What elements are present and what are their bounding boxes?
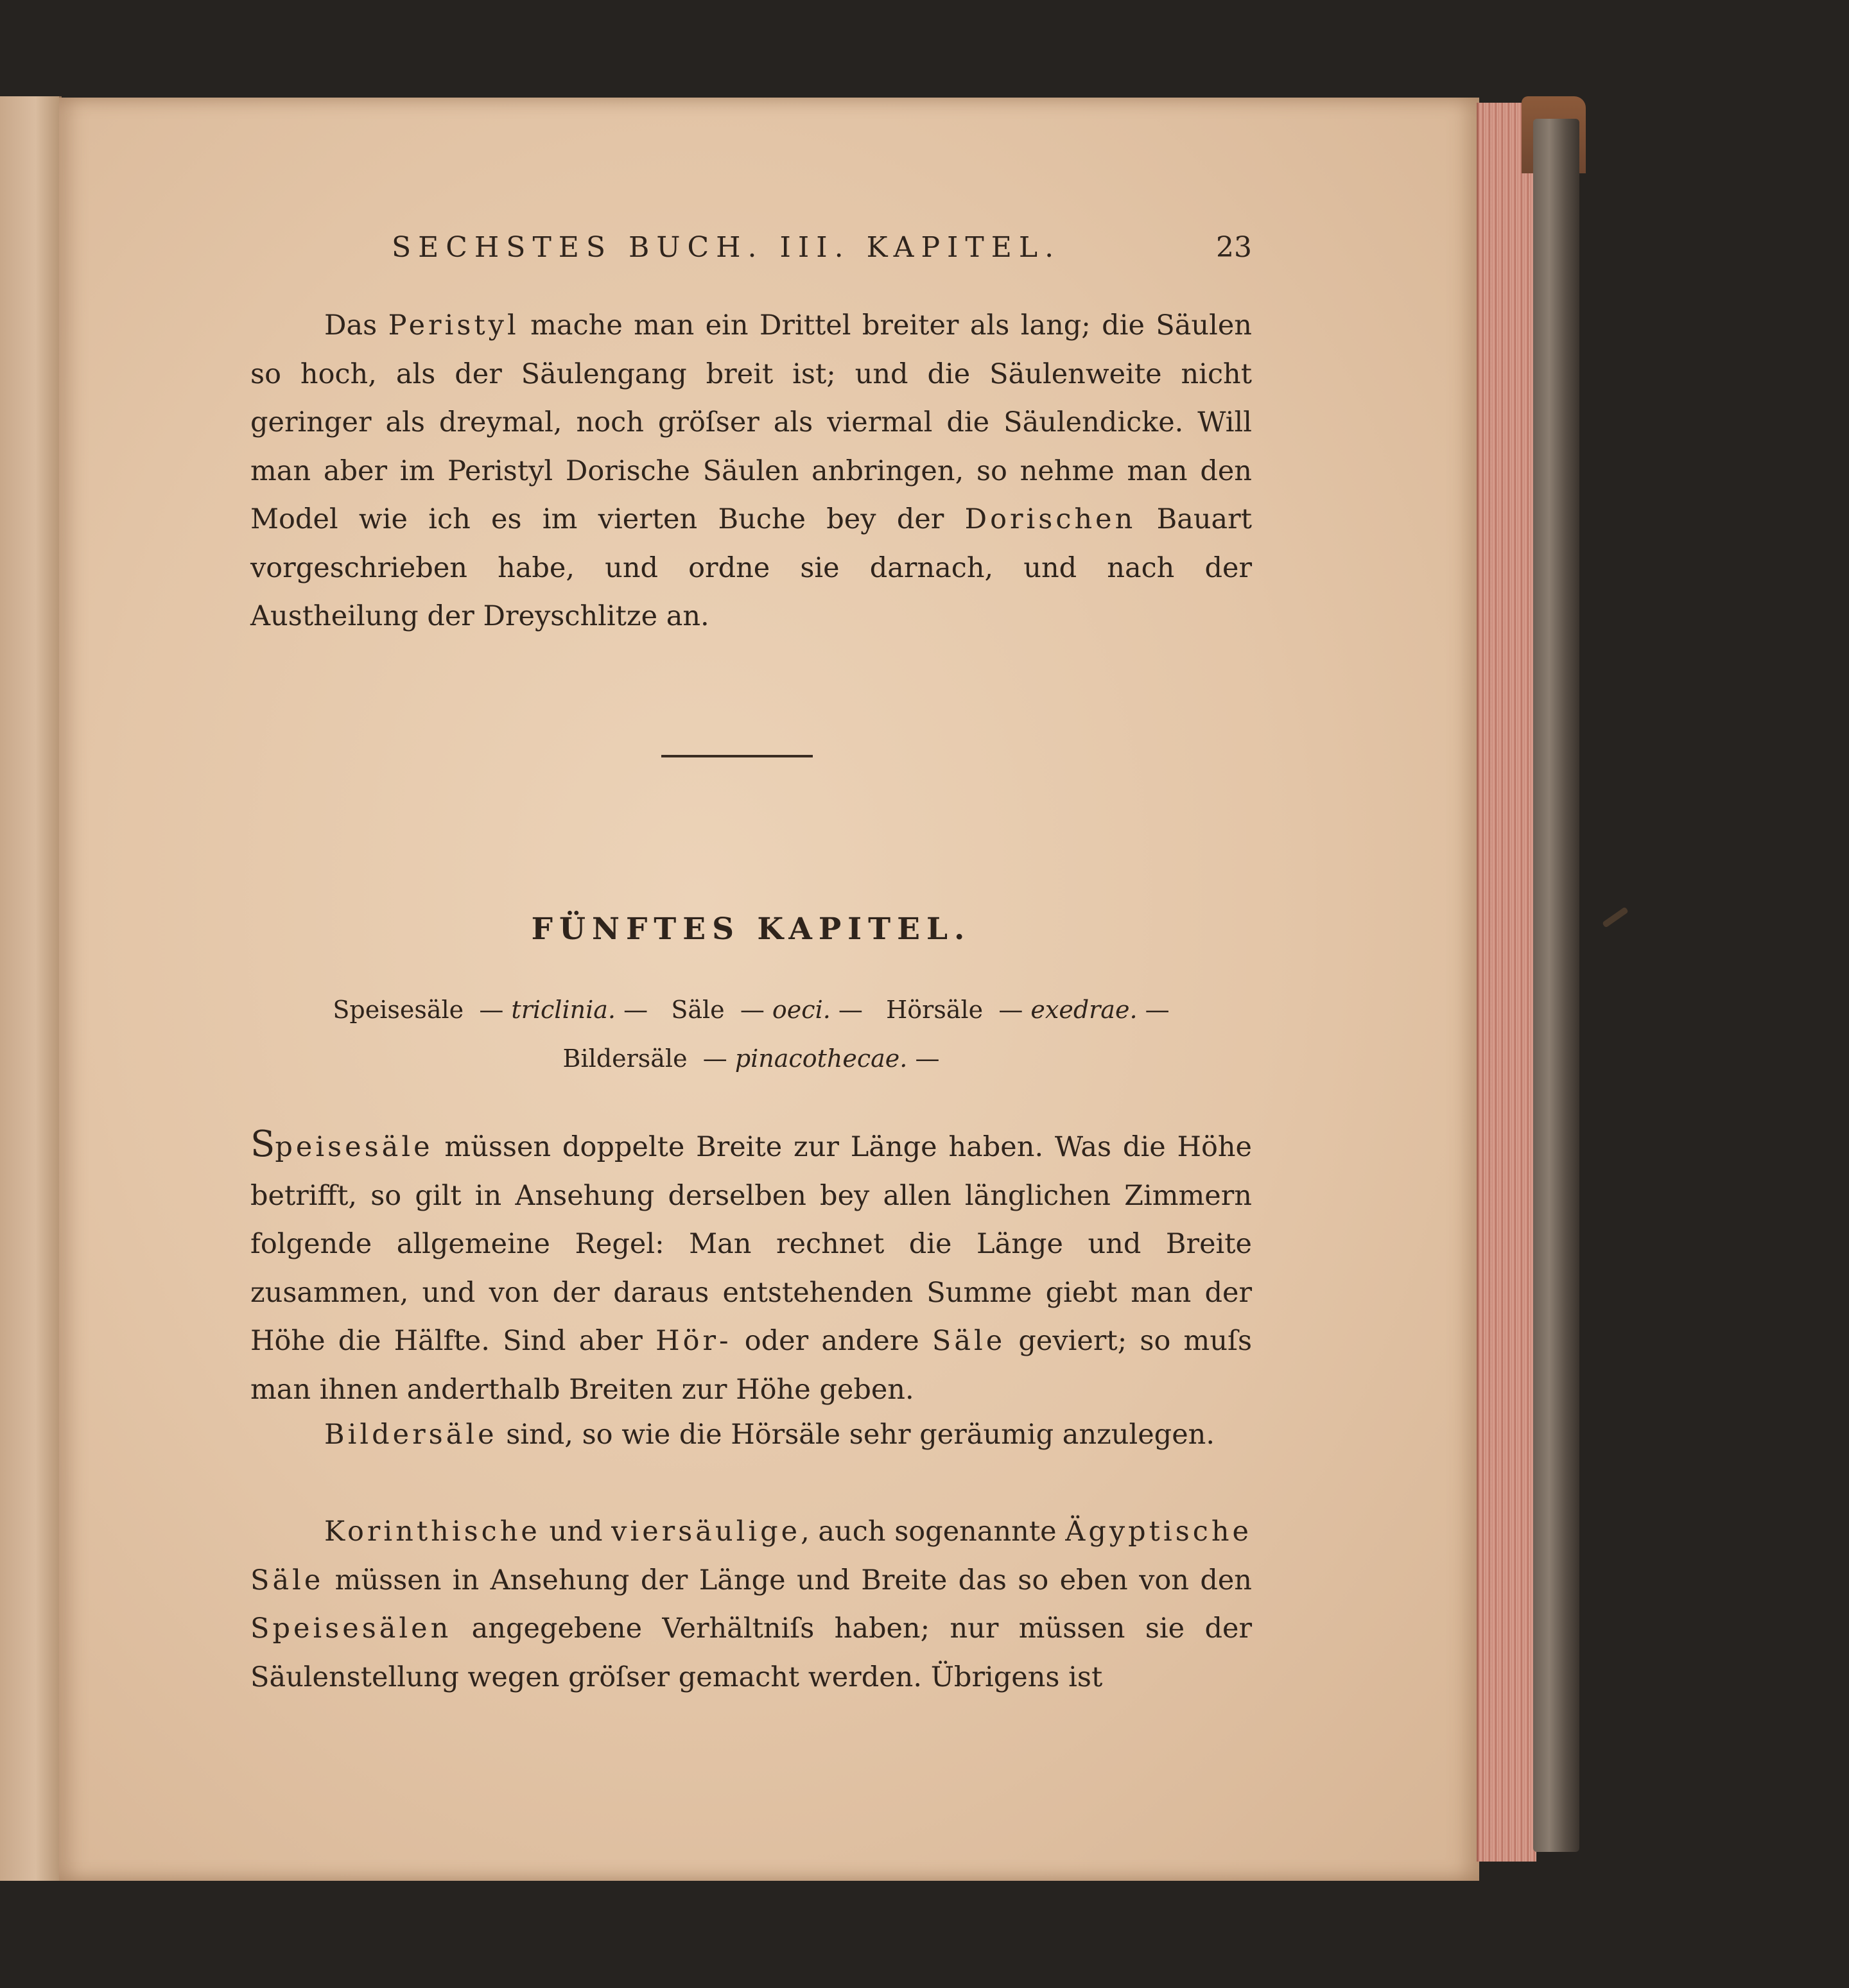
page-edges xyxy=(1477,103,1536,1862)
paragraph-text: geviert; so muſs man ihnen anderthalb Breiten zur Höhe geben. xyxy=(250,1325,1253,1406)
chapter-title: FÜNFTES KAPITEL. xyxy=(531,912,971,947)
running-head-title: SECHSTES BUCH. III. KAPITEL. xyxy=(392,231,1061,264)
summary-dash: — xyxy=(915,1044,940,1073)
chapter-summary xyxy=(250,985,1252,1083)
paragraph-text: Bauart vorgeschrieben habe, und ordne sie darnach, und nach der Austheilung der Dreyschlitze an. xyxy=(250,503,1252,632)
summary-label: Speisesäle xyxy=(333,996,464,1024)
paragraph-speisesaele xyxy=(250,1120,1252,1414)
paragraph-text: mache man ein Drittel breiter als lang; die Säulen so hoch, als der Säulengang breit ist; und die Säulenweite nicht geringer als dreymal, noch gröſser als viermal die Säulendicke. Will man aber im Peristyl Dorische Säulen anbringen, so nehme man den Model wie ich es im vierten Buche bey der xyxy=(250,309,1252,535)
spaced-term: Korinthische xyxy=(324,1516,541,1548)
paragraph-korinthische xyxy=(250,1508,1252,1702)
summary-latin: oeci. xyxy=(772,996,831,1024)
paragraph-text: , auch sogenannte xyxy=(801,1516,1066,1548)
spaced-term: Speisesälen xyxy=(250,1612,452,1645)
spaced-term: Dorischen xyxy=(964,503,1136,535)
summary-label: Bildersäle xyxy=(562,1044,688,1073)
paragraph-text: oder andere xyxy=(731,1325,932,1357)
paragraph-text: müssen in Ansehung der Länge und Breite das so eben von den xyxy=(324,1564,1252,1596)
spaced-term: Säle xyxy=(932,1325,1006,1357)
summary-label: Hörsäle xyxy=(886,996,984,1024)
paragraph-text: müssen doppelte Breite zur Länge haben. Was die Höhe betrifft, so gilt in Ansehung derselben bey allen länglichen Zimmern folgende allgemeine Regel: Man rechnet die Länge und Breite zusammen, und von der daraus entstehenden Summe giebt man der Höhe die Hälfte. Sind aber xyxy=(250,1131,1252,1357)
facing-page-edge xyxy=(0,96,62,1881)
page-number: 23 xyxy=(1216,231,1252,264)
spaced-term: peisesäle xyxy=(275,1131,433,1163)
summary-latin: triclinia. xyxy=(511,996,616,1024)
spaced-term: Bildersäle xyxy=(324,1419,498,1451)
paragraph-text: und xyxy=(540,1516,612,1548)
summary-dash: — xyxy=(838,996,863,1024)
summary-latin: pinacothecae. xyxy=(734,1044,908,1073)
paragraph-peristyl xyxy=(250,302,1252,641)
paragraph-text: Das xyxy=(324,309,388,341)
paragraph-text: sind, so wie die Hörsäle sehr geräumig anzulegen. xyxy=(497,1419,1215,1451)
summary-dash: — xyxy=(623,996,648,1024)
summary-dash: — xyxy=(740,996,765,1024)
summary-dash: — xyxy=(1145,996,1170,1024)
spaced-term: Peristyl xyxy=(388,309,519,341)
summary-label: Säle xyxy=(671,996,725,1024)
spaced-term: Hör- xyxy=(655,1325,732,1357)
section-divider xyxy=(661,755,813,757)
paragraph-bildersaele xyxy=(250,1411,1252,1460)
summary-dash: — xyxy=(479,996,504,1024)
summary-latin: exedrae. xyxy=(1030,996,1138,1024)
initial-letter: S xyxy=(250,1123,275,1165)
summary-dash: — xyxy=(702,1044,727,1073)
summary-dash: — xyxy=(998,996,1023,1024)
book-cover xyxy=(1533,119,1579,1852)
running-head xyxy=(392,231,1252,276)
spaced-term: Ägyptische Säle xyxy=(250,1516,1252,1596)
spaced-term: viersäulige xyxy=(611,1516,801,1548)
paragraph-text: angegebene Verhältniſs haben; nur müssen sie der Säulenstellung wegen gröſser gemacht werden. Übrigens ist xyxy=(250,1612,1252,1693)
